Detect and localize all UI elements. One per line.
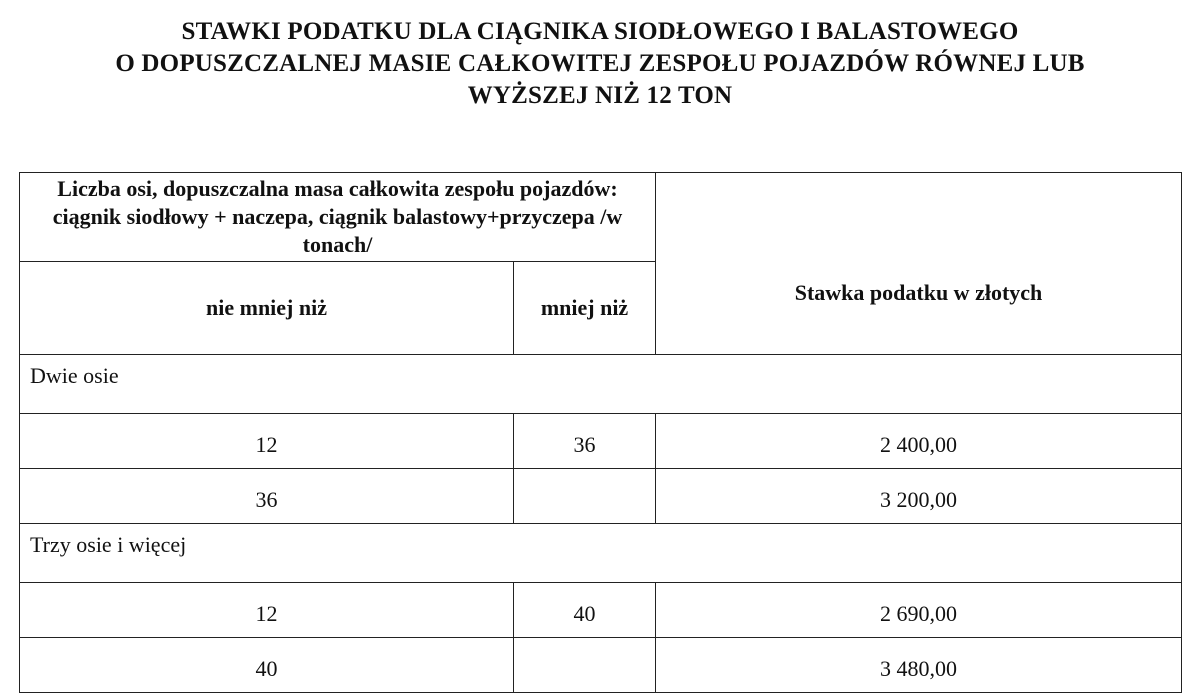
- title-line-3: WYŻSZEJ NIŻ 12 TON: [467, 82, 733, 109]
- max-column-header: mniej niż: [514, 262, 656, 355]
- title-line-1: STAWKI PODATKU DLA CIĄGNIKA SIODŁOWEGO I BALASTOWEGO: [181, 18, 1019, 45]
- cell-max: [514, 638, 656, 693]
- rate-column-header: Stawka podatku w złotych: [656, 173, 1182, 355]
- cell-min: 12: [20, 414, 514, 469]
- section-label-three-axles: Trzy osie i więcej: [20, 524, 1182, 583]
- min-column-header: nie mniej niż: [20, 262, 514, 355]
- group-header: Liczba osi, dopuszczalna masa całkowita zespołu pojazdów: ciągnik siodłowy + naczepa, ciągnik balastowy+przyczepa /w tonach/: [20, 173, 656, 262]
- tax-rate-table: [19, 172, 1182, 693]
- cell-max: [514, 469, 656, 524]
- cell-min: 36: [20, 469, 514, 524]
- cell-max: 40: [514, 583, 656, 638]
- table-row: [20, 469, 1182, 524]
- cell-rate: 2 400,00: [656, 414, 1182, 469]
- cell-min: 40: [20, 638, 514, 693]
- cell-rate: 2 690,00: [656, 583, 1182, 638]
- table-row: [20, 414, 1182, 469]
- cell-rate: 3 480,00: [656, 638, 1182, 693]
- cell-rate: 3 200,00: [656, 469, 1182, 524]
- cell-max: 36: [514, 414, 656, 469]
- title-line-2: O DOPUSZCZALNEJ MASIE CAŁKOWITEJ ZESPOŁU POJAZDÓW RÓWNEJ LUB: [115, 50, 1085, 77]
- section-label-two-axles: Dwie osie: [20, 355, 1182, 414]
- table-row: [20, 638, 1182, 693]
- document-title: [0, 16, 1200, 112]
- table-row: [20, 583, 1182, 638]
- cell-min: 12: [20, 583, 514, 638]
